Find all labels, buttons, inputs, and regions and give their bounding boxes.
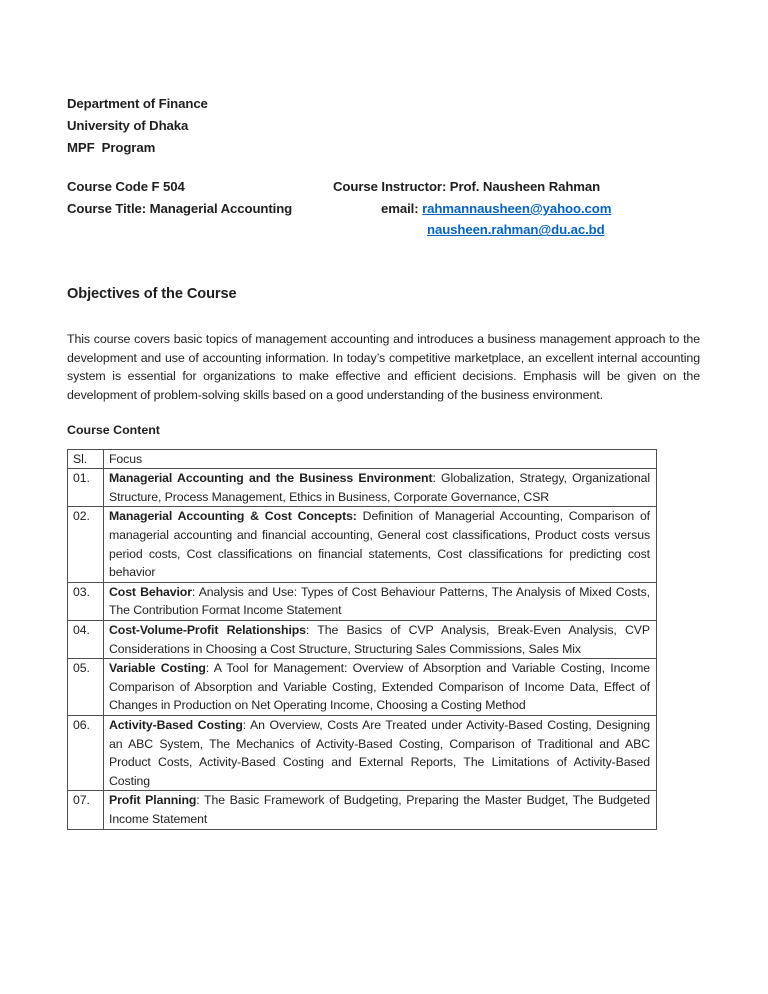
row-focus	[104, 659, 657, 716]
row-topic: Managerial Accounting and the Business Environment	[109, 471, 433, 486]
table-row	[68, 659, 657, 716]
row-sl: 07.	[68, 791, 104, 829]
row-details: : An Overview, Costs Are Treated under Activity-Based Costing, Designing an ABC System, The Mechanics of Activity-Based Costing, Comparison of Traditional and ABC Product Costs, Activity-Based Costing and External Reports, The Limitations of Activity-Based Costing	[109, 718, 650, 788]
row-details: : Analysis and Use: Types of Cost Behaviour Patterns, The Analysis of Mixed Costs, The Contribution Format Income Statement	[109, 584, 650, 618]
row-focus	[104, 469, 657, 507]
row-details: : The Basics of CVP Analysis, Break-Even Analysis, CVP Considerations in Choosing a Cost Structure, Structuring Sales Commissions, Sales Mix	[109, 623, 650, 656]
row-details: : The Basic Framework of Budgeting, Preparing the Master Budget, The Budgeted Income Statement	[109, 793, 650, 826]
program-name: MPF Program	[67, 139, 156, 155]
objectives-paragraph: This course covers basic topics of management accounting and introduces a business management approach to the development and use of accounting information. In today’s competitive marketplace, an excellent internal accounting system is essential for organizations to make effective and efficient decisions. Emphasis will be given on the development of problem-solving skills based on a good understanding of the business environment.	[67, 331, 700, 402]
course-info-row-3	[67, 222, 700, 244]
row-focus	[104, 621, 657, 659]
email-link-primary[interactable]: rahmannausheen@yahoo.com	[422, 200, 612, 216]
table-header-row	[68, 449, 657, 469]
course-info-row-2	[67, 201, 700, 223]
row-topic: Cost Behavior	[109, 584, 192, 599]
table-row	[68, 621, 657, 659]
row-sl: 03.	[68, 582, 104, 620]
row-details: : Globalization, Strategy, Organizational Structure, Process Management, Ethics in Business, Corporate Governance, CSR	[109, 471, 650, 504]
row-focus	[104, 716, 657, 791]
row-topic: Cost-Volume-Profit Relationships	[109, 623, 306, 638]
table-header-focus: Focus	[104, 449, 657, 469]
course-code: Course Code F 504	[67, 179, 185, 195]
row-sl: 02.	[68, 507, 104, 582]
document-content	[67, 93, 700, 830]
course-content-table	[67, 449, 657, 830]
course-table-body	[68, 469, 657, 829]
course-content-heading: Course Content	[67, 422, 160, 437]
row-topic: Profit Planning	[109, 793, 197, 808]
row-focus	[104, 791, 657, 829]
table-row	[68, 582, 657, 620]
email-label: email:	[381, 200, 423, 216]
course-info-block	[67, 179, 700, 244]
row-focus	[104, 582, 657, 620]
row-sl: 04.	[68, 621, 104, 659]
table-row	[68, 469, 657, 507]
row-topic: Managerial Accounting & Cost Concepts:	[109, 509, 357, 524]
table-row	[68, 507, 657, 582]
department-name: Department of Finance	[67, 96, 208, 111]
row-sl: 01.	[68, 469, 104, 507]
objectives-heading: Objectives of the Course	[67, 285, 237, 302]
table-row	[68, 716, 657, 791]
table-row	[68, 791, 657, 829]
row-details: : A Tool for Management: Overview of Absorption and Variable Costing, Income Comparison of Absorption and Variable Costing, Extended Comparison of Income Data, Effect of Changes in Production on Net Operating Income, Choosing a Costing Method	[109, 661, 650, 713]
row-details: Definition of Managerial Accounting, Comparison of managerial accounting and financial accounting, General cost classifications, Product costs versus period costs, Cost classifications on financial statements, Cost classifications for predicting cost behavior	[109, 509, 650, 580]
course-info-row-1	[67, 179, 700, 201]
row-topic: Activity-Based Costing	[109, 718, 243, 733]
row-sl: 05.	[68, 659, 104, 716]
email-row	[381, 201, 611, 216]
row-sl: 06.	[68, 716, 104, 791]
row-focus	[104, 507, 657, 582]
course-instructor: Course Instructor: Prof. Nausheen Rahman	[333, 179, 601, 195]
email-link-secondary[interactable]: nausheen.rahman@du.ac.bd	[427, 222, 605, 238]
department-header	[67, 93, 700, 158]
course-title: Course Title: Managerial Accounting	[67, 200, 293, 216]
row-topic: Variable Costing	[109, 661, 206, 676]
university-name: University of Dhaka	[67, 117, 189, 133]
table-header-sl: Sl.	[68, 449, 104, 469]
